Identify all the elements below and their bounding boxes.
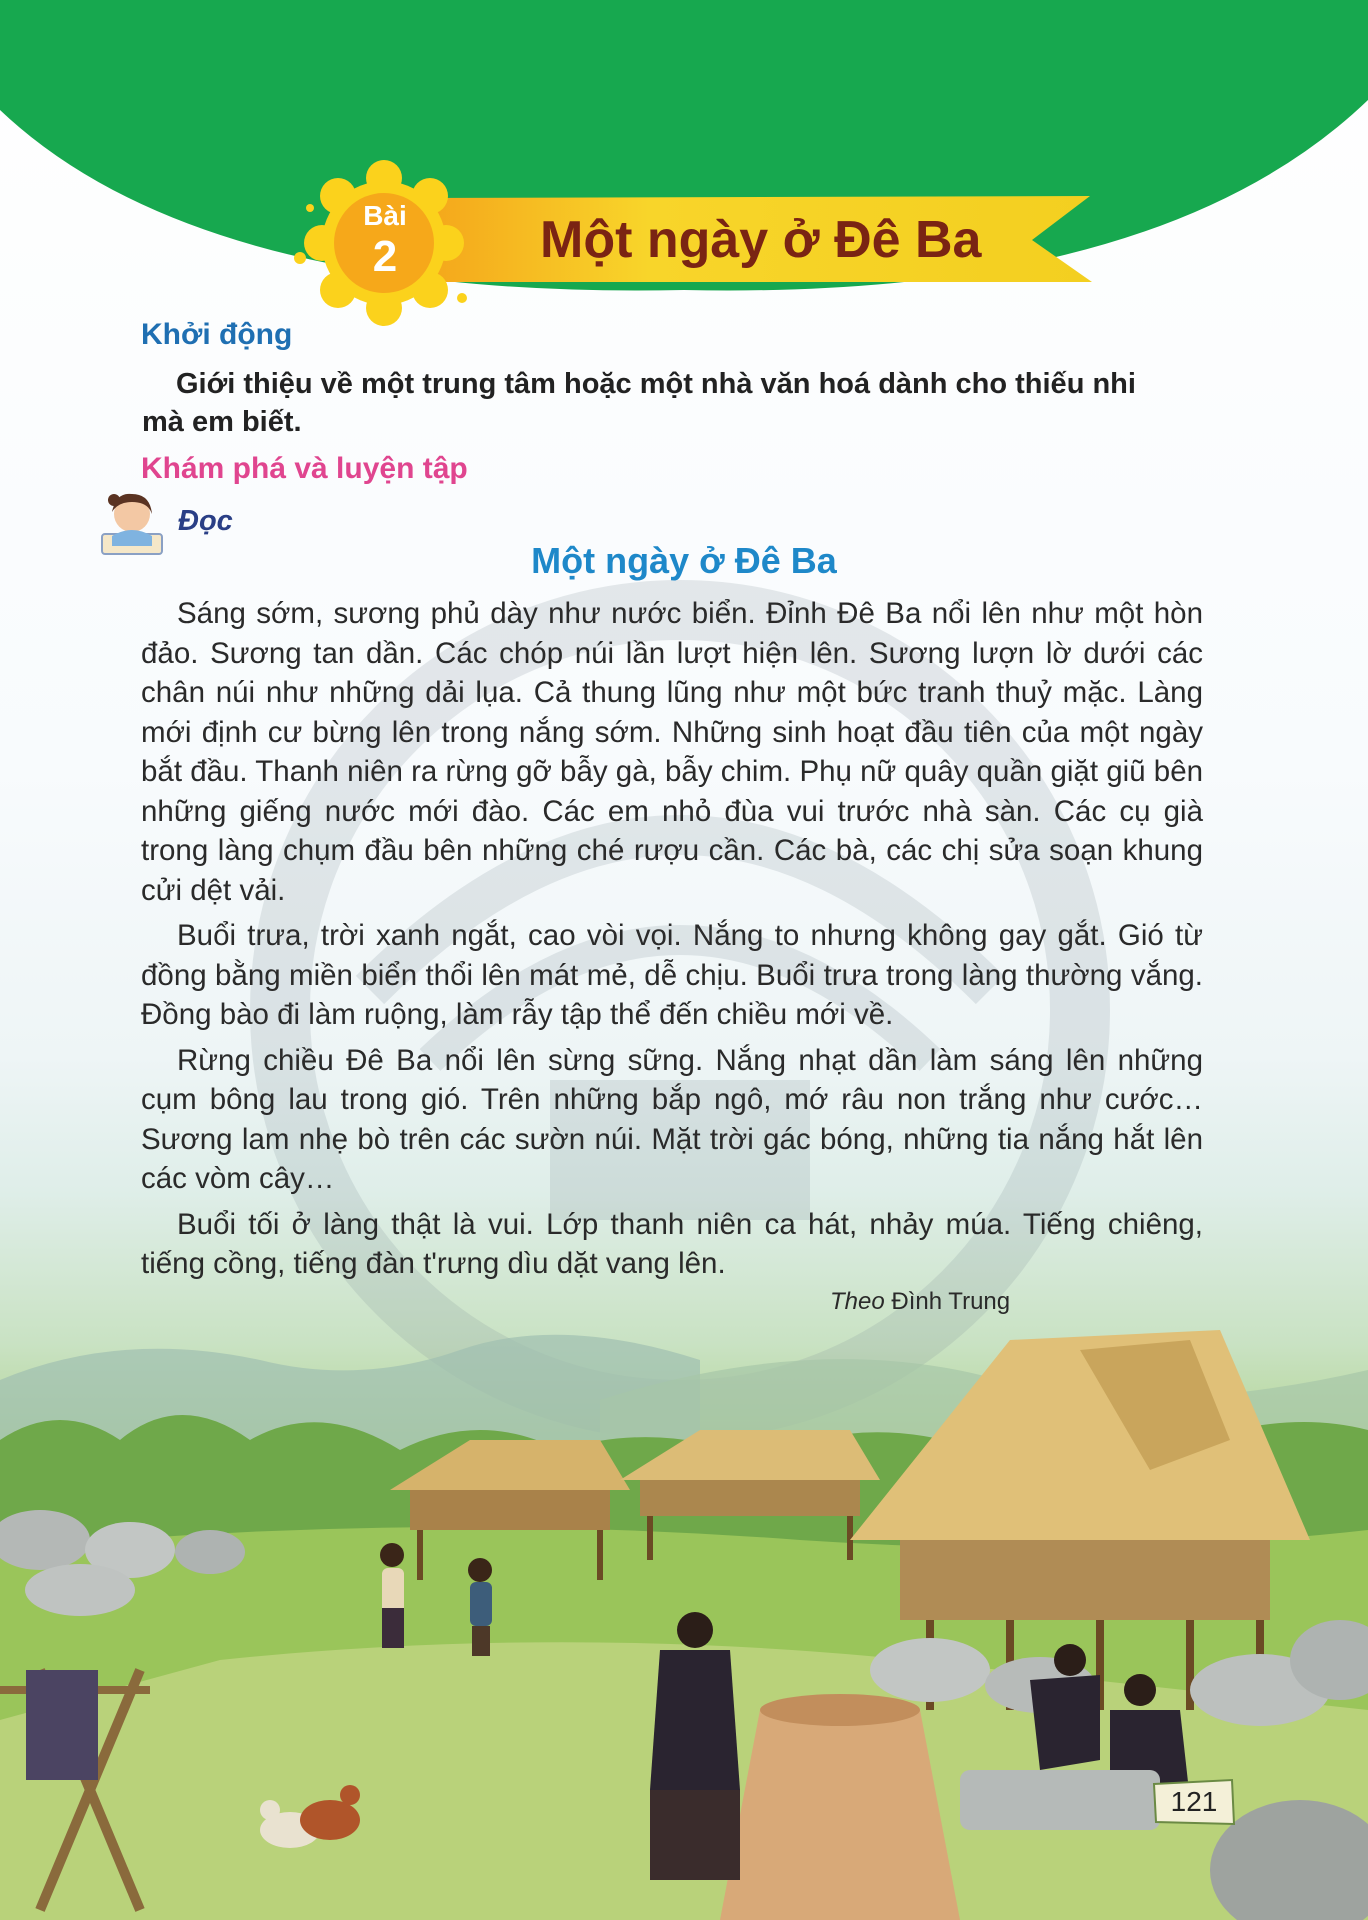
source-author: Đình Trung — [891, 1288, 1011, 1315]
lesson-number: 2 — [372, 232, 398, 281]
page-number: 121 — [1170, 1786, 1218, 1817]
lesson-title: Một ngày ở Đê Ba — [540, 211, 982, 269]
story-title: Một ngày ở Đê Ba — [531, 540, 837, 581]
story-paragraph: Sáng sớm, sương phủ dày như nước biển. Đỉnh Đê Ba nổi lên như một hòn đảo. Sương tan dần. Các chóp núi lần lượt hiện lên. Sương lượn lờ dưới các chân núi như những dải lụa. Cả thung lũng như một bức tranh thuỷ mặc. Làng mới định cư bừng lên trong nắng sớm. Những sinh hoạt đầu tiên của một ngày bắt đầu. Thanh niên ra rừng gỡ bẫy gà, bẫy chim. Phụ nữ quây quần giặt giũ bên những giếng nước mới đào. Các em nhỏ đùa vui trước nhà sàn. Các cụ già trong làng chụm đầu bên những ché rượu cần. Các bà, các chị sửa soạn khung cửi dệt vải. — [141, 597, 1204, 907]
story-paragraph: Buổi tối ở làng thật là vui. Lớp thanh niên ca hát, nhảy múa. Tiếng chiêng, tiếng cồng, tiếng đàn t'rưng dìu dặt vang lên. — [141, 1207, 1203, 1280]
warmup-heading: Khởi động — [141, 318, 293, 351]
story-paragraph: Rừng chiều Đê Ba nổi lên sừng sững. Nắng nhạt dần làm sáng lên những cụm bông lau trong gió. Trên những bắp ngô, mớ râu non trắng như cước… Sương lam nhẹ bò trên các sườn núi. Mặt trời gác bóng, những tia nắng hắt lên các vòm cây… — [141, 1043, 1203, 1195]
explore-heading: Khám phá và luyện tập — [141, 452, 468, 485]
story-paragraph: Buổi trưa, trời xanh ngắt, cao vòi vọi. Nắng to nhưng không gay gắt. Gió từ đồng bằng miền biển thổi lên mát mẻ, dễ chịu. Buổi trưa trong làng thường vắng. Đồng bào đi làm ruộng, làm rẫy tập thể đến chiều mới về. — [141, 919, 1203, 1031]
reading-label: Đọc — [178, 505, 233, 537]
story-body — [141, 594, 1203, 1290]
warmup-prompt: Giới thiệu về một trung tâm hoặc một nhà văn hoá dành cho thiếu nhi mà em biết. — [142, 368, 1136, 438]
lesson-label: Bài — [363, 200, 407, 231]
source-prefix: Theo — [830, 1288, 885, 1315]
